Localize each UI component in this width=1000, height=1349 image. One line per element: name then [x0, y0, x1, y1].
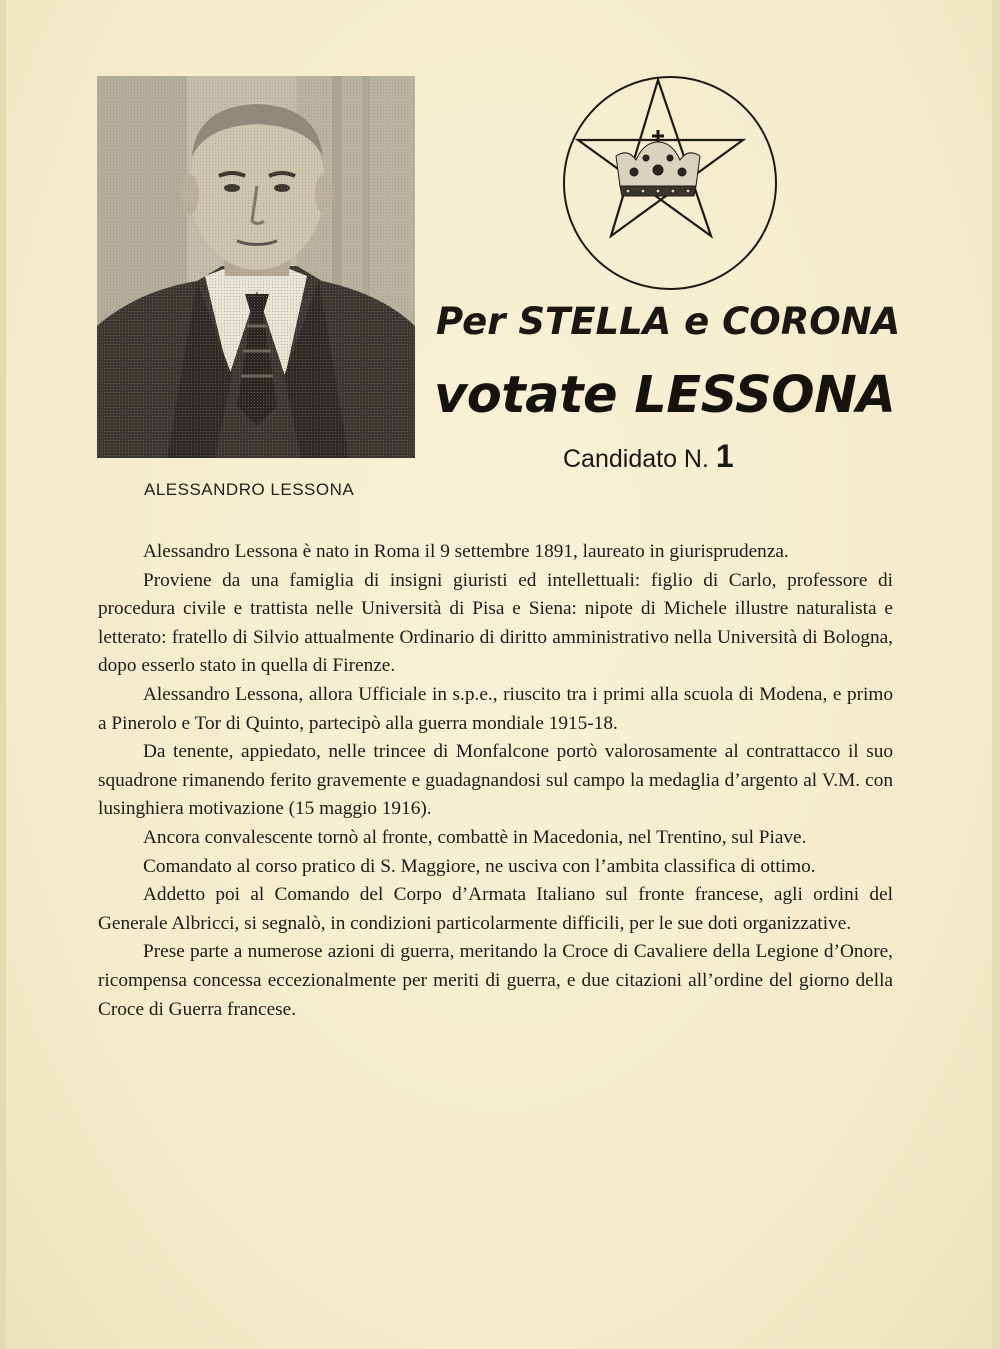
bio-paragraph: Ancora convalescente tornò al fronte, combattè in Macedonia, nel Trentino, sul Piave. — [143, 826, 807, 848]
page-edge-left — [0, 0, 6, 1349]
portrait-photo — [97, 76, 415, 458]
bio-paragraph: Addetto poi al Comando del Corpo d’Armata Italiano sul fronte francese, agli ordini del Generale Albricci, si segnalò, in condizioni particolarmente difficili, per le sue doti organizzative. — [98, 884, 893, 934]
bio-paragraph: Comandato al corso pratico di S. Maggiore, ne usciva con l’ambita classifica di ottimo. — [143, 855, 816, 877]
bio-paragraph: Alessandro Lessona, allora Ufficiale in s.p.e., riuscito tra i primi alla scuola di Modena, e primo a Pinerolo e Tor di Quinto, partecipò alla guerra mondiale 1915-18. — [98, 683, 893, 734]
candidate-number — [563, 438, 734, 475]
portrait-caption: ALESSANDRO LESSONA — [144, 480, 355, 499]
slogan-votate-lessona: votate LESSONA — [434, 366, 896, 425]
biography-text — [98, 538, 893, 1024]
bio-paragraph: Da tenente, appiedato, nelle trincee di Monfalcone portò valorosamente al contrattacco il suo squadrone rimanendo ferito gravemente e guadagnandosi sul campo la medaglia d’argento al V.M. con lusinghiera motivazione (15 maggio 1916). — [98, 741, 893, 820]
bio-paragraph: Proviene da una famiglia di insigni giuristi ed intellettuali: figlio di Carlo, professore di procedura civile e trattista nelle Università di Pisa e Siena: nipote di Michele illustre naturalista e letterato: fratello di Silvio attualmente Ordinario di diritto amministrativo nella Università di Bologna, dopo esserlo stato in quella di Firenze. — [98, 569, 893, 677]
slogan-stella-corona: Per STELLA e CORONA — [436, 300, 901, 343]
page-edge-right — [992, 0, 1000, 1349]
candidate-number-value: 1 — [715, 438, 734, 474]
bio-paragraph: Prese parte a numerose azioni di guerra, meritando la Croce di Cavaliere della Legione d’Onore, ricompensa concessa eccezionalmente per meriti di guerra, e due citazioni all’ordine del giorno della Croce di Guerra francese. — [98, 941, 893, 1020]
star-and-crown-emblem-icon — [557, 72, 783, 294]
bio-paragraph: Alessandro Lessona è nato in Roma il 9 settembre 1891, laureato in giurisprudenza. — [143, 541, 789, 562]
candidate-label: Candidato N. — [563, 445, 709, 473]
